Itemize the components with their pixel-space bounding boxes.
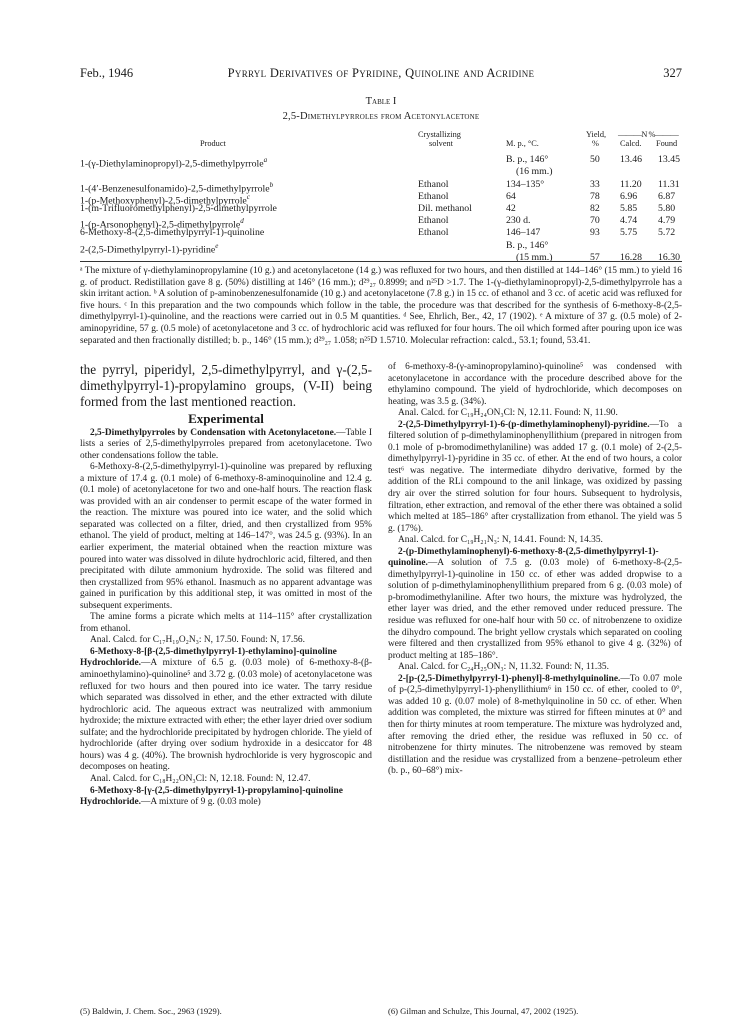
footnote-marker: c xyxy=(246,193,250,201)
header-yield-1: Yield, xyxy=(586,130,607,139)
cell-calcd: 5.85 xyxy=(620,203,638,214)
cell-found: 5.72 xyxy=(658,227,676,238)
cell-solvent: Ethanol xyxy=(418,215,449,226)
cell-found: 11.31 xyxy=(658,179,680,190)
cell-mp: B. p., 146° xyxy=(506,240,549,251)
paragraph: 2-(2,5-Dimethylpyrryl-1)-6-(p-dimethylaminophenyl)-pyridine.—To a filtered solution of p-dimethylaminophenyllithium (prepared in nitrogen from 0.1 mole of p-bromodimethylaniline) was added 17 g. (0.1 mole) of 2-(2,5-dimethylpyrryl-1)-pyridine in 35 cc. of ether. At the end of two hours, a color test⁶ was negative. The intermediate dihydro derivative, formed by the addition of the RLi compound to the anil linkage, was oxidized by passing dry air over the stirred solution for four hours. Subsequent to hydrolysis, filtration, ether extraction, and removal of the ether there was obtained a solid which melted at 185–186° after crystallization from ethanol. The yield was 5 g. (17%). xyxy=(388,419,682,534)
paragraph: 6-Methoxy-8-[β-(2,5-dimethylpyrryl-1)-ethylamino]-quinoline Hydrochloride.—A mixture of 6.5 g. (0.03 mole) of 6-methoxy-8-(β-aminoethylamino)-quinoline⁵ and 3.72 g. (0.03 mole) of acetonylacetone was refluxed for two hours and then poured into ice water. The tarry residue which separated was dissolved in ether, and the ether extracted with dilute hydrochloric acid. The aqueous extract was neutralized with ammonium hydroxide; the mixture extracted with ether; the ether layer dried over sodium sulfate; and the hydrochloride precipitated by hydrogen chloride. The yield of hydrochloride (after drying over sodium hydroxide in a desiccator for 48 hours) was 4 g. (40%). The brownish hydrochloride is very hygroscopic and decomposes on heating. xyxy=(80,646,372,773)
cell-yield: 33 xyxy=(590,179,600,190)
footnote-marker: d xyxy=(240,217,244,225)
analysis-line: Anal. Calcd. for C₁₉H₂₁N₃: N, 14.41. Found: N, 14.35. xyxy=(398,535,603,546)
cell-calcd: 13.46 xyxy=(620,154,643,165)
cell-solvent: Ethanol xyxy=(418,191,449,202)
cell-yield: 57 xyxy=(590,252,600,263)
cell-solvent: Ethanol xyxy=(418,227,449,238)
table-title: 2,5-Dimethylpyrroles from Acetonylacetone xyxy=(282,111,480,122)
cell-mp: 64 xyxy=(506,191,516,202)
table-footnotes xyxy=(80,266,682,347)
header-found: Found xyxy=(656,139,678,148)
paragraph-heading: 2-(2,5-Dimethylpyrryl-1)-6-(p-dimethylaminophenyl)-pyridine. xyxy=(398,419,650,430)
cell-found: 13.45 xyxy=(658,154,681,165)
cell-found: 6.87 xyxy=(658,191,676,202)
paragraph-heading: 2-(p-Dimethylaminophenyl)-6-methoxy-8-(2,5-dimethylpyrryl-1)-quinoline. xyxy=(388,546,659,569)
left-column xyxy=(80,362,372,809)
cell-product: 2-(2,5-Dimethylpyrryl-1)-pyridine$^e$ xyxy=(80,242,219,256)
header-mp: M. p., °C. xyxy=(506,139,539,148)
right-column xyxy=(388,362,682,778)
cell-yield: 78 xyxy=(590,191,600,202)
cell-solvent: Dil. methanol xyxy=(418,203,472,214)
cell-solvent: Ethanol xyxy=(418,179,449,190)
cell-product: 1-(p-Methoxyphenyl)-2,5-dimethylpyrrole$^c$ xyxy=(80,193,250,207)
header-yield-2: % xyxy=(592,139,599,148)
table-bottom-rule xyxy=(80,261,682,262)
cell-mp: 146–147 xyxy=(506,227,541,238)
cell-product: 1-(γ-Diethylaminopropyl)-2,5-dimethylpyrrole$^a$ xyxy=(80,156,268,170)
paragraph-heading: 6-Methoxy-8-[γ-(2,5-dimethylpyrryl-1)-propylamino]-quinoline Hydrochloride. xyxy=(80,785,343,808)
table-caption: Table I xyxy=(365,96,397,107)
cell-mp: 230 d. xyxy=(506,215,531,226)
cell-found: 5.80 xyxy=(658,203,676,214)
header-product: Product xyxy=(200,139,226,148)
cell-found: 4.79 xyxy=(658,215,676,226)
running-header xyxy=(80,66,682,82)
cell-yield: 93 xyxy=(590,227,600,238)
table-row-continuation xyxy=(80,252,682,265)
page-number: 327 xyxy=(663,66,682,80)
paragraph: 2-[p-(2,5-Dimethylpyrryl-1)-phenyl]-8-methylquinoline.—To 0.07 mole of p-(2,5-dimethylpyrryl-1)-phenyllithium⁶ in 150 cc. of ether, cooled to 0°, was added 10 g. (0.07 mole) of 8-methylquinoline in 50 cc. of ether. When addition was completed, the mixture was stirred for fifteen minutes at 0° and then for thirty minutes at room temperature. The mixture was hydrolyzed and, after removing the dried ether, the residue was refluxed in 50 cc. of nitrobenzene for thirty minutes. The nitrobenzene was removed by steam distillation and the residue was crystallized from a benzene–petroleum ether (b. p., 60–68°) mix- xyxy=(388,673,682,777)
analysis-line: Anal. Calcd. for C₁₇H₁₉O₂N₃: N, 17.50. Found: N, 17.56. xyxy=(90,635,305,646)
paragraph-heading: 2,5-Dimethylpyrroles by Condensation with Acetonylacetone. xyxy=(90,427,337,438)
paragraph: of 6-methoxy-8-(γ-aminopropylamino)-quinoline⁵ was condensed with acetonylacetone in accordance with the procedure described above for the ethylamino compound. The yield of hydrochloride, which decomposes on heating, was 3.5 g. (34%). xyxy=(388,362,682,407)
paragraph: 2-(p-Dimethylaminophenyl)-6-methoxy-8-(2,5-dimethylpyrryl-1)-quinoline.—A solution of 7.5 g. (0.03 mole) of 6-methoxy-8-(2,5-dimethylpyrryl-1)-quinoline in 150 cc. of ether was added dropwise to a solution of p-dimethylaminophenyllithium prepared from 6 g. (0.03 mole) of p-bromodimethylaniline. After two hours, the mixture was hydrolyzed, the ether layer was dried, and the ether removed under reduced pressure. The residue was refluxed for one-half hour with 50 cc. of nitrobenzene to oxidize the dihydro compound. The bright yellow crystals which separated on cooling were filtered and then crystallized from 95% ethanol to give 4 g. (32%) of product melting at 185–186°. xyxy=(388,546,682,661)
intro-paragraph: the pyrryl, piperidyl, 2,5-dimethylpyrryl, and γ-(2,5-dimethylpyrryl-1)-propylamino groups, (V-II) being formed from the last mentioned reaction. xyxy=(80,362,372,409)
footnote-marker: b xyxy=(269,181,274,189)
paragraph: 2,5-Dimethylpyrroles by Condensation with Acetonylacetone.—Table I lists a series of 2,5-dimethylpyrroles prepared from acetonylacetone. Two other condensations follow the table. xyxy=(80,427,372,461)
header-n-group: ———N %——— xyxy=(618,130,679,139)
cell-mp-pressure: (15 mm.) xyxy=(516,252,553,263)
analysis-line: Anal. Calcd. for C₁₈H₂₂ON₃Cl: N, 12.18. Found: N, 12.47. xyxy=(90,773,311,784)
cell-found: 16.30 xyxy=(658,252,681,263)
cell-mp: B. p., 146° xyxy=(506,154,549,165)
paragraph: The amine forms a picrate which melts at 114–115° after crystallization from ethanol. xyxy=(80,612,372,634)
reference-5: (5) Baldwin, J. Chem. Soc., 2963 (1929). xyxy=(80,1006,222,1016)
header-solvent-2: solvent xyxy=(429,139,453,148)
table-row xyxy=(80,227,682,240)
cell-yield: 50 xyxy=(590,154,600,165)
analysis-line: Anal. Calcd. for C₁₉H₂₄ON₃Cl: N, 12.11. Found: N, 11.90. xyxy=(398,408,618,419)
paragraph: 6-Methoxy-8-(2,5-dimethylpyrryl-1)-quinoline was prepared by refluxing a mixture of 17.4 g. (0.1 mole) of 6-methoxy-8-aminoquinoline and 12.4 g. (0.1 mole) of acetonylacetone for two and one-half hours. The reaction flask was provided with an air condenser to permit escape of the water formed in the reaction. The mixture was poured into ice water, and the solid which separated was collected on a filter, dried, and then crystallized from 95% ethanol. The yield of product, melting at 146–147°, was 24.5 g. (93%). In an earlier experiment, the material obtained when the reaction mixture was poured into water was dissolved in dilute hydrochloric acid, filtered, and then precipitated with dilute ammonium hydroxide. The solid was filtered and then crystallized from 95% ethanol. Inasmuch as no apparent advantage was gained in purification by this additional step, it was omitted in most of the subsequent experiments. xyxy=(80,462,372,611)
table-row-continuation xyxy=(80,166,682,179)
analysis-line: Anal. Calcd. for C₂₄H₂₅ON₃: N, 11.32. Found: N, 11.35. xyxy=(398,662,609,673)
running-title: Pyrryl Derivatives of Pyridine, Quinoline and Acridine xyxy=(227,66,535,80)
section-heading-experimental: Experimental xyxy=(188,411,264,426)
cell-calcd: 5.75 xyxy=(620,227,638,238)
cell-product: 1-(4′-Benzenesulfonamido)-2,5-dimethylpyrrole$^b$ xyxy=(80,181,274,195)
footnote-marker: e xyxy=(215,242,219,250)
paragraph: 6-Methoxy-8-[γ-(2,5-dimethylpyrryl-1)-propylamino]-quinoline Hydrochloride.—A mixture of 9 g. (0.03 mole) xyxy=(80,785,343,808)
cell-mp: 42 xyxy=(506,203,516,214)
table-header xyxy=(80,130,682,152)
cell-calcd: 6.96 xyxy=(620,191,638,202)
cell-calcd: 11.20 xyxy=(620,179,642,190)
cell-calcd: 4.74 xyxy=(620,215,638,226)
reference-6: (6) Gilman and Schulze, This Journal, 47, 2002 (1925). xyxy=(388,1006,579,1016)
cell-product: 1-(m-Trifluoromethylphenyl)-2,5-dimethylpyrrole xyxy=(80,203,277,214)
cell-product: 1-(p-Arsonophenyl)-2,5-dimethylpyrrole$^d$ xyxy=(80,217,244,231)
cell-yield: 70 xyxy=(590,215,600,226)
paragraph-heading: 6-Methoxy-8-[β-(2,5-dimethylpyrryl-1)-ethylamino]-quinoline Hydrochloride. xyxy=(80,646,337,669)
cell-mp-pressure: (16 mm.) xyxy=(516,166,553,177)
footnote-marker: a xyxy=(263,156,268,164)
cell-yield: 82 xyxy=(590,203,600,214)
paragraph-heading: 2-[p-(2,5-Dimethylpyrryl-1)-phenyl]-8-methylquinoline. xyxy=(398,673,621,684)
header-solvent-1: Crystallizing xyxy=(418,130,461,139)
cell-product: 6-Methoxy-8-(2,5-dimethylpyrryl-1)-quinoline xyxy=(80,227,265,238)
issue-date: Feb., 1946 xyxy=(80,66,134,80)
cell-mp: 134–135° xyxy=(506,179,545,190)
cell-calcd: 16.28 xyxy=(620,252,643,263)
footnote-text: ᵃ The mixture of γ-diethylaminopropylamine (10 g.) and acetonylacetone (14 g.) was refluxed for two hours, and then distilled at 144–146° (15 mm.) to yield 16 g. of product. Redistillation gave 8 g. (50%) distilling at 146° (16 mm.); d²⁹₂₇ 0.8999; and n²⁵D >1.7. The 1-(γ-diethylaminopropyl)-2,5-dimethylpyrrole has a skin irritant action. ᵇ A solution of p-aminobenzenesulfonamide (10 g.) and acetonylacetone (7.8 g.) in 15 cc. of ethanol and 3 cc. of acetic acid was refluxed for five hours. ᶜ In this preparation and the two compounds which follow in the table, the procedure was that described for the synthesis of 6-methoxy-8-(2,5-dimethylpyrryl-1)-quinoline, and the reactions were carried out in 0.5 M quantities. ᵈ See, Ehrlich, Ber., 42, 17 (1902). ᵉ A mixture of 37 g. (0.5 mole) of 2-aminopyridine, 57 g. (0.5 mole) of acetonylacetone and 3 cc. of hydrochloric acid was refluxed for four hours. The oil which formed after pouring upon ice was separated and then fractionally distilled; b. p., 146° (15 mm.); d²⁹₂₇ 1.058; n²⁵D 1.5710. Molecular refraction: calcd., 53.1; found, 53.41. xyxy=(80,266,682,346)
header-calcd: Calcd. xyxy=(620,139,642,148)
